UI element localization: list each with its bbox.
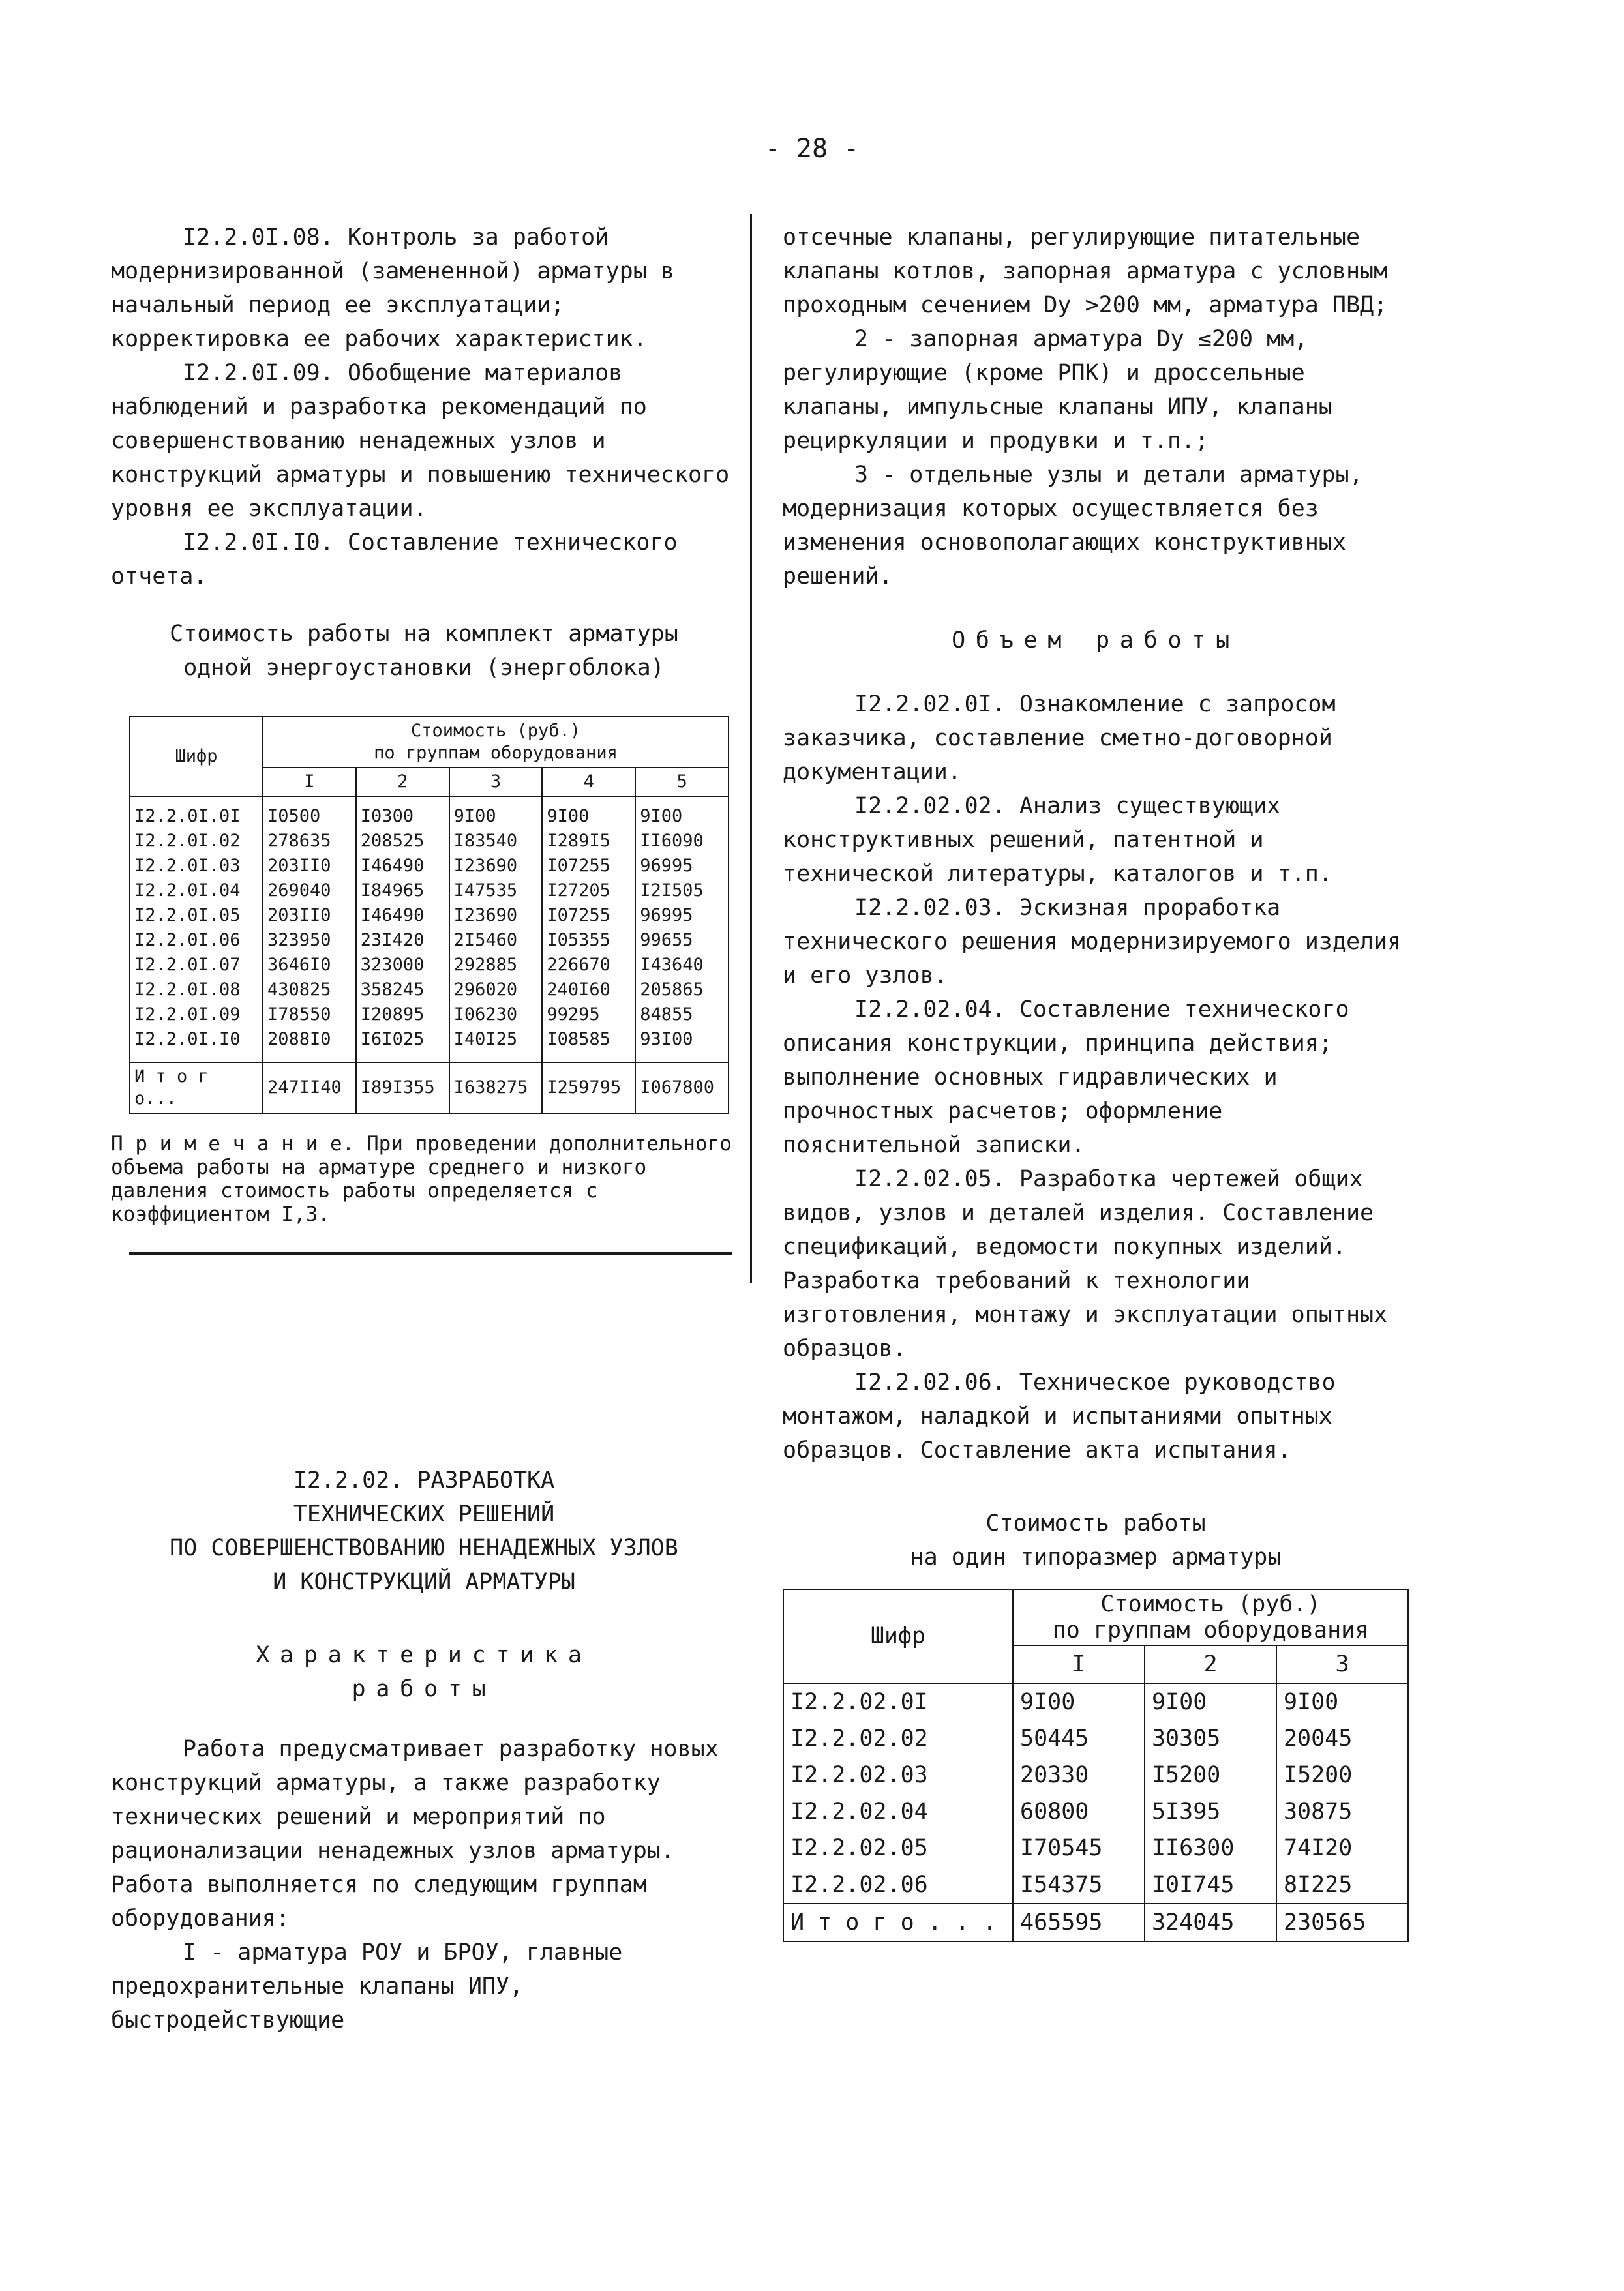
table-cell: 50445 [1013, 1720, 1145, 1757]
table-cell: 23I420 [356, 928, 449, 953]
table-cell: 5I395 [1145, 1793, 1276, 1830]
list-item: I2.2.02.05. Разработка чертежей общих видов, узлов и деталей изделия. Составление спецификаций, ведомости покупных изделий. Разработка требований к технологии изготовления, монтажу и эксплуатации опытных образцов. [783, 1166, 1388, 1362]
table-cell: 278635 [263, 829, 356, 854]
table-header-group: I [263, 768, 356, 796]
table-cell: 96995 [635, 903, 729, 928]
table-cell: 20045 [1276, 1720, 1408, 1757]
table-header-cost-line: Стоимость (руб.) [410, 721, 581, 741]
section-title: ТЕХНИЧЕСКИХ РЕШЕНИЙ [293, 1501, 555, 1527]
left-column [111, 220, 737, 2037]
table-cell: 203II0 [263, 903, 356, 928]
table-cell: I78550 [263, 1002, 356, 1027]
table-cell: 3646I0 [263, 953, 356, 978]
table-cell: 84855 [635, 1002, 729, 1027]
table-total-row [783, 1904, 1408, 1941]
table-cell: II6090 [635, 829, 729, 854]
table-row [130, 854, 729, 878]
table-cell: I47535 [449, 878, 543, 903]
table-cell: И т о г о . . . [783, 1904, 1013, 1941]
table-cell: 2088I0 [263, 1027, 356, 1052]
subsection-title: работы [352, 1676, 496, 1702]
table-total-row [130, 1062, 729, 1113]
table-row [783, 1793, 1408, 1830]
table-cell: 9I00 [449, 804, 543, 829]
table-cell: I2.2.0I.09 [130, 1002, 263, 1027]
table-header-group: 3 [449, 768, 543, 796]
table-cell: I289I5 [542, 829, 635, 854]
table-cell: I2.2.02.02 [783, 1720, 1013, 1757]
table-cell: I54375 [1013, 1866, 1145, 1904]
cost-table-1 [129, 716, 729, 1114]
table-header-group: 2 [1145, 1645, 1276, 1683]
section-title: И КОНСТРУКЦИЙ АРМАТУРЫ [273, 1569, 575, 1595]
table-cell: 296020 [449, 978, 543, 1002]
subsection-title: Характеристика [256, 1642, 592, 1668]
table-row [783, 1720, 1408, 1757]
table-cell: 99655 [635, 928, 729, 953]
table-cell: 9I00 [542, 804, 635, 829]
table-cell: И т о г о... [130, 1062, 263, 1113]
table-cell: 20330 [1013, 1757, 1145, 1793]
paragraph: I2.2.0I.08. Контроль за работой модернизированной (замененной) арматуры в начальный период ее эксплуатации; корректировка ее рабочих характеристик. [111, 224, 674, 352]
subsection-title: Объем работы [952, 627, 1240, 653]
table-cell: 465595 [1013, 1904, 1145, 1941]
table-cell: I259795 [542, 1062, 635, 1113]
table-row [130, 796, 729, 804]
table-header-cost [263, 717, 729, 768]
table-cell: 9I00 [1276, 1683, 1408, 1720]
table-cell: I89I355 [356, 1062, 449, 1113]
table-cell: I07255 [542, 854, 635, 878]
table-row [783, 1757, 1408, 1793]
table-cell: I2.2.0I.06 [130, 928, 263, 953]
table-header-cost [1013, 1589, 1408, 1645]
table-cell: I23690 [449, 854, 543, 878]
table-cell: 430825 [263, 978, 356, 1002]
list-item: I2.2.02.0I. Ознакомление с запросом заказчика, составление сметно-договорной документации. [783, 691, 1336, 785]
table-cell: I638275 [449, 1062, 543, 1113]
table-row [130, 1002, 729, 1027]
table-cell: II6300 [1145, 1830, 1276, 1866]
table-cell: 99295 [542, 1002, 635, 1027]
table-cell: 358245 [356, 978, 449, 1002]
table-cell: I2I505 [635, 878, 729, 903]
table-cell: 292885 [449, 953, 543, 978]
table-header-code: Шифр [783, 1589, 1013, 1683]
scope-items [783, 687, 1409, 1467]
list-item: I2.2.02.02. Анализ существующих конструктивных решений, патентной и технической литературы, каталогов и т.п. [783, 793, 1332, 887]
table-cell: 30305 [1145, 1720, 1276, 1757]
list-item: I2.2.02.03. Эскизная проработка технического решения модернизируемого изделия и его узлов. [783, 895, 1402, 989]
table-row [130, 1052, 729, 1062]
page-number: - 28 - [764, 134, 860, 164]
table-caption: Стоимость работы на комплект арматуры [170, 621, 678, 647]
table-row [783, 1866, 1408, 1904]
paragraph: 2 - запорная арматура Dу ≤200 мм, регулирующие (кроме РПК) и дроссельные клапаны, импульсные клапаны ИПУ, клапаны рециркуляции и продувки и т.п.; [783, 326, 1332, 454]
table-cell: I46490 [356, 903, 449, 928]
table-cell: 60800 [1013, 1793, 1145, 1830]
table-header-group: 2 [356, 768, 449, 796]
table-cell: 96995 [635, 854, 729, 878]
table-cell: 2I5460 [449, 928, 543, 953]
section-title: I2.2.02. РАЗРАБОТКА [293, 1467, 555, 1493]
table-header-group: 5 [635, 768, 729, 796]
table-cell: I07255 [542, 903, 635, 928]
table-cell: I6I025 [356, 1027, 449, 1052]
cost-table-1-wrap [129, 716, 737, 1114]
table-cell: I2.2.0I.05 [130, 903, 263, 928]
table-caption: на один типоразмер арматуры [910, 1544, 1282, 1570]
table-header-cost-line: Стоимость (руб.) [1100, 1591, 1321, 1617]
table-cell: 9I00 [635, 804, 729, 829]
table-header-code: Шифр [130, 717, 263, 796]
table-cell: 226670 [542, 953, 635, 978]
table-cell: 324045 [1145, 1904, 1276, 1941]
table-cell: I2.2.0I.08 [130, 978, 263, 1002]
table-header-cost-line: по группам оборудования [1052, 1617, 1369, 1643]
note [111, 1132, 737, 1226]
paragraph: I - арматура РОУ и БРОУ, главные предохранительные клапаны ИПУ, быстродействующие [111, 1939, 623, 2033]
cost-table-2 [783, 1589, 1409, 1942]
table-cell: 323000 [356, 953, 449, 978]
table-cell: 9I00 [1013, 1683, 1145, 1720]
paragraph: I2.2.0I.I0. Составление технического отчета. [111, 530, 678, 590]
table-row [783, 1830, 1408, 1866]
table-row [130, 953, 729, 978]
table-header-group: 4 [542, 768, 635, 796]
table-cell: 230565 [1276, 1904, 1408, 1941]
table-cell: I2.2.0I.02 [130, 829, 263, 854]
list-item: I2.2.02.06. Техническое руководство монтажом, наладкой и испытаниями опытных образцов. Составление акта испытания. [783, 1370, 1336, 1463]
table-row [130, 804, 729, 829]
table-row [783, 1683, 1408, 1720]
table-cell: I067800 [635, 1062, 729, 1113]
table-header-cost-line: по группам оборудования [374, 743, 618, 763]
table-cell: 205865 [635, 978, 729, 1002]
table-row [130, 1027, 729, 1052]
note-label: П р и м е ч а н и е. [111, 1132, 355, 1156]
table-cell: I2.2.02.0I [783, 1683, 1013, 1720]
table-cell: 247II40 [263, 1062, 356, 1113]
table-cell: I83540 [449, 829, 543, 854]
table-cell: I27205 [542, 878, 635, 903]
table-cell: I0500 [263, 804, 356, 829]
table-cell: I2.2.0I.07 [130, 953, 263, 978]
table-cell: I46490 [356, 854, 449, 878]
table-cell: I2.2.0I.I0 [130, 1027, 263, 1052]
paragraph: I2.2.0I.09. Обобщение материалов наблюдений и разработка рекомендаций по совершенствованию ненадежных узлов и конструкций арматуры и повышению технического уровня ее эксплуатации. [111, 360, 730, 522]
table-cell: I08585 [542, 1027, 635, 1052]
table-row [130, 878, 729, 903]
table-cell: I40I25 [449, 1027, 543, 1052]
table-cell: I20895 [356, 1002, 449, 1027]
table-row [130, 978, 729, 1002]
table-cell: I5200 [1276, 1757, 1408, 1793]
column-divider [750, 214, 752, 1283]
table-cell: I2.2.02.04 [783, 1793, 1013, 1830]
table-cell: 93I00 [635, 1027, 729, 1052]
table-cell: I0I745 [1145, 1866, 1276, 1904]
table-cell: I2.2.02.05 [783, 1830, 1013, 1866]
table-caption: одной энергоустановки (энергоблока) [183, 655, 665, 681]
table-cell: I84965 [356, 878, 449, 903]
table-cell: I23690 [449, 903, 543, 928]
table-caption: Стоимость работы [985, 1510, 1206, 1536]
table-cell: I2.2.0I.04 [130, 878, 263, 903]
paragraph: отсечные клапаны, регулирующие питательные клапаны котлов, запорная арматура с условным проходным сечением Dу >200 мм, арматура ПВД; [783, 224, 1388, 318]
paragraph: Работа предусматривает разработку новых конструкций арматуры, а также разработку технических решений и мероприятий по рационализации ненадежных узлов арматуры. Работа выполняется по следующим группам оборудования: [111, 1736, 719, 1932]
paragraph: 3 - отдельные узлы и детали арматуры, модернизация которых осуществляется без изменения основополагающих конструктивных решений. [783, 462, 1363, 590]
table-row [130, 903, 729, 928]
table-cell: I2.2.02.06 [783, 1866, 1013, 1904]
table-row [130, 829, 729, 854]
table-cell: I2.2.0I.03 [130, 854, 263, 878]
table-header-group: I [1013, 1645, 1145, 1683]
table-cell: I05355 [542, 928, 635, 953]
table-cell: 203II0 [263, 854, 356, 878]
table-cell: I06230 [449, 1002, 543, 1027]
table-cell: I43640 [635, 953, 729, 978]
section-title: ПО СОВЕРШЕНСТВОВАНИЮ НЕНАДЕЖНЫХ УЗЛОВ [170, 1535, 678, 1561]
table-cell: 240I60 [542, 978, 635, 1002]
table-cell: 8I225 [1276, 1866, 1408, 1904]
table-cell: 74I20 [1276, 1830, 1408, 1866]
table-row [130, 928, 729, 953]
table-cell: I70545 [1013, 1830, 1145, 1866]
table-cell: 9I00 [1145, 1683, 1276, 1720]
table-cell: 208525 [356, 829, 449, 854]
table-cell: 269040 [263, 878, 356, 903]
table-cell: I2.2.0I.0I [130, 804, 263, 829]
table-cell: 30875 [1276, 1793, 1408, 1830]
table-cell: I5200 [1145, 1757, 1276, 1793]
note-text: При проведении дополнительного объема работы на арматуре среднего и низкого давления стоимость работы определяется с коэффициентом I,3. [111, 1132, 732, 1226]
list-item: I2.2.02.04. Составление технического описания конструкции, принципа действия; выполнение основных гидравлических и прочностных расчетов; оформление пояснительной записки. [783, 996, 1349, 1158]
table-cell: I0300 [356, 804, 449, 829]
table-cell: 323950 [263, 928, 356, 953]
right-column [783, 220, 1409, 1942]
table-header-group: 3 [1276, 1645, 1408, 1683]
table-cell: I2.2.02.03 [783, 1757, 1013, 1793]
